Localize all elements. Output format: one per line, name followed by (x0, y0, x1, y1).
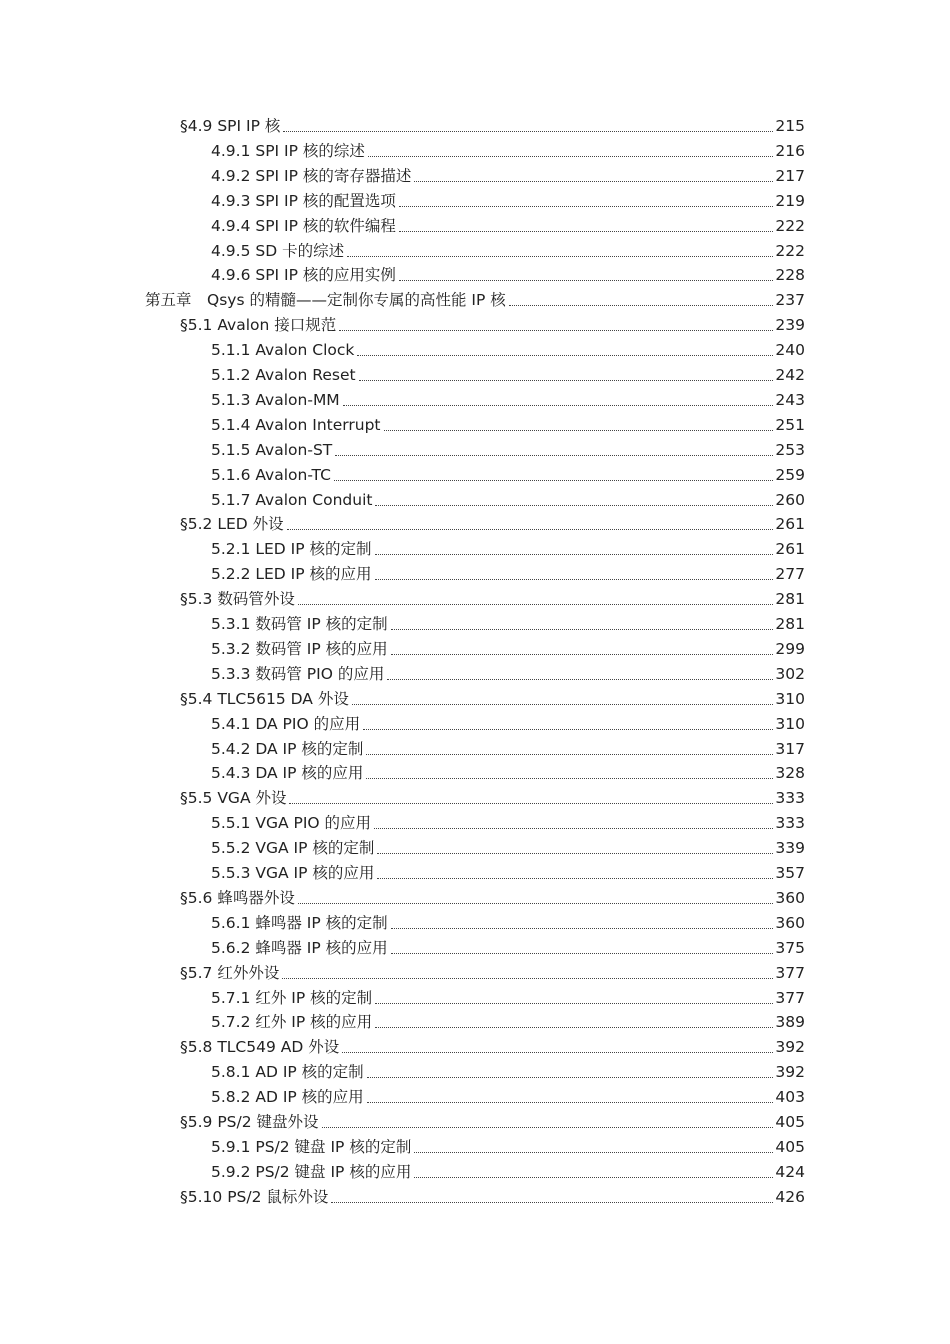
toc-entry (211, 164, 805, 189)
toc-entry-title: 5.8.2 AD IP 核的应用 (211, 1088, 364, 1107)
toc-entry-page-number: 403 (775, 1088, 805, 1107)
toc-dot-leader (375, 986, 773, 1011)
toc-entry (180, 1035, 805, 1060)
toc-entry (211, 189, 805, 214)
toc-entry-page-number: 215 (775, 117, 805, 135)
toc-entry (211, 936, 805, 961)
toc-dot-leader (374, 811, 773, 836)
toc-entry-title: 5.4.3 DA IP 核的应用 (211, 764, 364, 783)
toc-entry-page-number: 222 (775, 216, 805, 235)
toc-entry (211, 811, 805, 836)
toc-entry-page-number: 240 (775, 341, 805, 360)
toc-dot-leader (352, 687, 774, 712)
toc-entry (211, 139, 805, 164)
toc-entry-title: 4.9.2 SPI IP 核的寄存器描述 (211, 166, 412, 185)
toc-entry-page-number: 239 (775, 316, 805, 335)
toc-dot-leader (334, 463, 774, 488)
toc-entry-title: 5.2.2 LED IP 核的应用 (211, 565, 372, 584)
toc-entry (180, 1185, 805, 1210)
toc-entry (180, 786, 805, 811)
toc-dot-leader (357, 338, 773, 363)
toc-dot-leader (387, 662, 773, 687)
toc-entry-page-number: 389 (775, 1013, 805, 1032)
toc-entry-page-number: 375 (775, 938, 805, 957)
toc-entry-title: 5.6.1 蜂鸣器 IP 核的定制 (211, 913, 388, 932)
toc-entry (211, 911, 805, 936)
toc-entry-title: 5.1.2 Avalon Reset (211, 366, 356, 384)
toc-entry-title: §5.4 TLC5615 DA 外设 (180, 689, 349, 708)
toc-entry-page-number: 333 (775, 789, 805, 808)
toc-entry-title: 5.3.1 数码管 IP 核的定制 (211, 615, 388, 633)
toc-entry-title: 5.3.2 数码管 IP 核的应用 (211, 639, 388, 658)
toc-dot-leader (289, 786, 773, 811)
toc-entry-title: 5.5.1 VGA PIO 的应用 (211, 814, 372, 833)
toc-dot-leader (343, 388, 774, 413)
toc-entry (211, 239, 805, 264)
toc-dot-leader (384, 413, 774, 438)
toc-dot-leader (331, 1185, 773, 1210)
toc-entry-page-number: 333 (775, 814, 805, 833)
toc-entry-page-number: 216 (775, 141, 805, 160)
toc-entry-title: 5.7.1 红外 IP 核的定制 (211, 988, 373, 1007)
toc-entry (211, 438, 805, 463)
toc-entry-page-number: 392 (775, 1063, 805, 1082)
toc-dot-leader (283, 114, 773, 139)
toc-entry (180, 961, 805, 986)
toc-entry-page-number: 228 (775, 266, 805, 285)
toc-entry-title: §5.1 Avalon 接口规范 (180, 316, 337, 335)
toc-entry-page-number: 424 (775, 1162, 805, 1181)
toc-dot-leader (375, 537, 774, 562)
toc-entry-page-number: 281 (775, 590, 805, 609)
toc-entry-page-number: 310 (775, 714, 805, 733)
toc-dot-leader (287, 512, 774, 537)
toc-entry (180, 114, 805, 139)
toc-entry-page-number: 281 (775, 615, 805, 633)
toc-entry-page-number: 277 (775, 565, 805, 584)
toc-entry-title: 5.7.2 红外 IP 核的应用 (211, 1013, 373, 1032)
toc-entry-title: §5.5 VGA 外设 (180, 789, 287, 808)
toc-entry-page-number: 357 (775, 864, 805, 882)
toc-entry-page-number: 377 (775, 963, 805, 982)
toc-entry (211, 1160, 805, 1185)
toc-entry-title: 第五章 Qsys 的精髓——定制你专属的高性能 IP 核 (145, 291, 506, 310)
toc-dot-leader (298, 587, 774, 612)
toc-entry-page-number: 242 (775, 366, 805, 384)
toc-entry-title: 5.3.3 数码管 PIO 的应用 (211, 664, 385, 683)
toc-dot-leader (391, 637, 774, 662)
toc-entry-page-number: 392 (775, 1038, 805, 1057)
toc-entry (211, 463, 805, 488)
toc-entry-title: §5.9 PS/2 键盘外设 (180, 1113, 319, 1131)
toc-entry (211, 562, 805, 587)
toc-entry (211, 338, 805, 363)
toc-entry-page-number: 317 (775, 739, 805, 758)
toc-entry (211, 637, 805, 662)
toc-dot-leader (367, 1060, 774, 1085)
toc-entry-title: 5.6.2 蜂鸣器 IP 核的应用 (211, 938, 388, 957)
toc-entry-title: 5.1.5 Avalon-ST (211, 440, 333, 459)
toc-dot-leader (391, 936, 774, 961)
toc-entry-title: 5.5.2 VGA IP 核的定制 (211, 839, 375, 858)
toc-dot-leader (368, 139, 774, 164)
toc-entry (211, 612, 805, 637)
toc-entry-page-number: 405 (775, 1137, 805, 1156)
toc-dot-leader (282, 961, 773, 986)
toc-entry-title: 5.2.1 LED IP 核的定制 (211, 540, 372, 559)
toc-entry (180, 313, 805, 338)
toc-entry-title: 5.1.4 Avalon Interrupt (211, 415, 381, 434)
toc-entry (211, 263, 805, 288)
toc-dot-leader (391, 612, 774, 637)
toc-entry-title: 5.1.3 Avalon-MM (211, 390, 340, 409)
toc-dot-leader (322, 1110, 774, 1135)
toc-entry-page-number: 253 (775, 440, 805, 459)
toc-entry-title: §5.10 PS/2 鼠标外设 (180, 1187, 329, 1206)
toc-entry (211, 488, 805, 513)
toc-dot-leader (375, 488, 773, 513)
toc-entry-page-number: 260 (775, 490, 805, 509)
toc-entry (211, 861, 805, 886)
toc-entry (180, 687, 805, 712)
toc-dot-leader (342, 1035, 773, 1060)
toc-entry (211, 662, 805, 687)
toc-entry-page-number: 360 (775, 913, 805, 932)
toc-entry (211, 836, 805, 861)
toc-entry-page-number: 243 (775, 390, 805, 409)
toc-dot-leader (509, 288, 774, 313)
toc-dot-leader (391, 911, 774, 936)
toc-entry-page-number: 261 (775, 515, 805, 534)
toc-dot-leader (414, 1160, 773, 1185)
toc-entry (211, 363, 805, 388)
toc-entry (211, 214, 805, 239)
toc-entry-page-number: 302 (775, 664, 805, 683)
toc-entry (211, 712, 805, 737)
toc-entry-title: 5.5.3 VGA IP 核的应用 (211, 864, 375, 882)
toc-entry-title: §5.2 LED 外设 (180, 515, 284, 534)
toc-dot-leader (399, 263, 774, 288)
toc-entry (211, 388, 805, 413)
toc-entry-page-number: 426 (775, 1187, 805, 1206)
toc-entry (180, 1110, 805, 1135)
toc-entry (211, 986, 805, 1011)
toc-dot-leader (375, 1010, 773, 1035)
toc-dot-leader (375, 562, 774, 587)
toc-entry-page-number: 310 (775, 689, 805, 708)
toc-entry-title: §5.7 红外外设 (180, 963, 280, 982)
toc-entry-title: §5.6 蜂鸣器外设 (180, 888, 295, 907)
toc-entry-title: 4.9.6 SPI IP 核的应用实例 (211, 266, 396, 285)
toc-entry (211, 413, 805, 438)
toc-dot-leader (298, 886, 774, 911)
toc-entry (145, 288, 805, 313)
toc-entry-title: 5.9.1 PS/2 键盘 IP 核的定制 (211, 1137, 412, 1156)
toc-entry-title: 5.1.7 Avalon Conduit (211, 490, 373, 509)
toc-dot-leader (366, 761, 773, 786)
toc-dot-leader (399, 189, 774, 214)
toc-entry-page-number: 237 (775, 291, 805, 310)
toc-entry-title: 5.4.1 DA PIO 的应用 (211, 714, 361, 733)
toc-dot-leader (414, 164, 773, 189)
toc-entry-page-number: 328 (775, 764, 805, 783)
toc-entry (180, 587, 805, 612)
toc-dot-leader (367, 1085, 774, 1110)
toc-entry-title: 4.9.5 SD 卡的综述 (211, 241, 345, 260)
toc-dot-leader (339, 313, 773, 338)
toc-entry-page-number: 222 (775, 241, 805, 260)
toc-entry (211, 761, 805, 786)
toc-entry-title: §5.3 数码管外设 (180, 590, 295, 609)
toc-dot-leader (377, 861, 773, 886)
toc-entry-page-number: 360 (775, 888, 805, 907)
toc-entry-title: 4.9.1 SPI IP 核的综述 (211, 141, 365, 160)
toc-entry (180, 886, 805, 911)
toc-entry (211, 537, 805, 562)
toc-entry-page-number: 217 (775, 166, 805, 185)
toc-entry-title: 5.4.2 DA IP 核的定制 (211, 739, 364, 758)
toc-entry (180, 512, 805, 537)
toc-dot-leader (347, 239, 773, 264)
toc-dot-leader (359, 363, 774, 388)
toc-entry-title: 5.1.6 Avalon-TC (211, 465, 331, 484)
toc-entry (211, 1085, 805, 1110)
toc-dot-leader (399, 214, 774, 239)
toc-entry (211, 737, 805, 762)
toc-entry-title: §4.9 SPI IP 核 (180, 117, 281, 135)
toc-dot-leader (335, 438, 773, 463)
toc-entry (211, 1135, 805, 1160)
toc-entry-page-number: 299 (775, 639, 805, 658)
toc-entry-page-number: 251 (775, 415, 805, 434)
toc-entry-page-number: 377 (775, 988, 805, 1007)
toc-entry-page-number: 219 (775, 191, 805, 210)
toc-entry-title: §5.8 TLC549 AD 外设 (180, 1038, 340, 1057)
toc-entry-page-number: 339 (775, 839, 805, 858)
toc-entry-page-number: 405 (775, 1113, 805, 1131)
toc-entry-page-number: 261 (775, 540, 805, 559)
toc-entry-title: 5.8.1 AD IP 核的定制 (211, 1063, 364, 1082)
toc-entry (211, 1010, 805, 1035)
toc-entry (211, 1060, 805, 1085)
toc-entry-title: 5.1.1 Avalon Clock (211, 341, 355, 360)
toc-dot-leader (414, 1135, 773, 1160)
toc-dot-leader (366, 737, 773, 762)
toc-entry-title: 4.9.4 SPI IP 核的软件编程 (211, 216, 396, 235)
toc-dot-leader (377, 836, 773, 861)
toc-dot-leader (363, 712, 773, 737)
toc-entry-title: 4.9.3 SPI IP 核的配置选项 (211, 191, 396, 210)
toc-entry-title: 5.9.2 PS/2 键盘 IP 核的应用 (211, 1162, 412, 1181)
toc-entry-page-number: 259 (775, 465, 805, 484)
